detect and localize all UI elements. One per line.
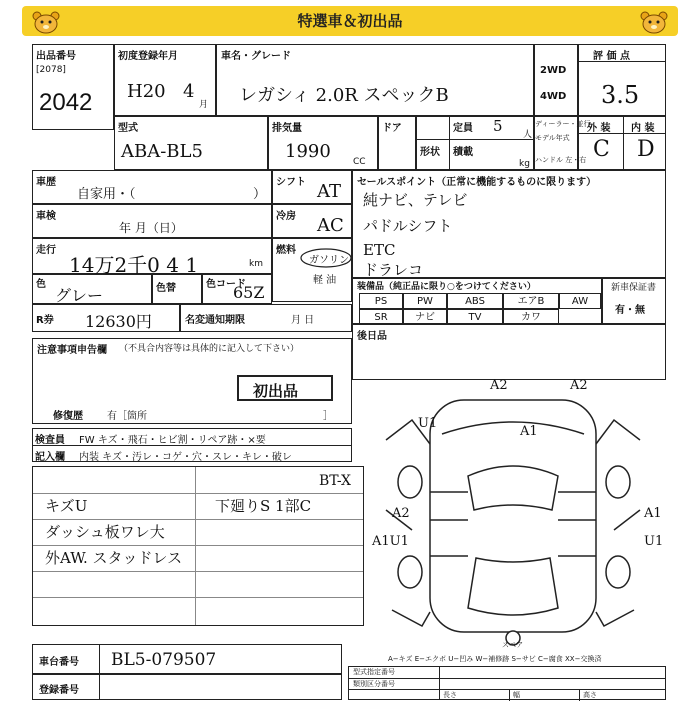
inspector-cell xyxy=(32,428,352,462)
score-label: 評 価 点 xyxy=(593,51,630,62)
ext-int-cell xyxy=(578,116,666,170)
first-registration-label: 初度登録年月 xyxy=(118,51,178,62)
repair-close: ］ xyxy=(323,411,333,422)
doors-label: ドア xyxy=(382,123,402,134)
inspector-note: 外AW. スタッドレス xyxy=(45,549,183,567)
history-value: 自家用・（ xyxy=(77,187,136,202)
shift-label: シフト xyxy=(276,177,306,188)
bt-code: BT-X xyxy=(319,473,352,489)
km-unit: km xyxy=(249,259,263,269)
lot-number: 2042 xyxy=(39,89,93,116)
equip-item: エアB xyxy=(503,293,559,309)
equip-item: カワ xyxy=(503,309,559,324)
equip-item: PS xyxy=(359,293,403,309)
inspector-label: 検査員 xyxy=(35,435,65,446)
shift-cell xyxy=(272,170,352,204)
first-listing-stamp: 初出品 xyxy=(237,375,333,401)
warranty-value: 有・無 xyxy=(615,305,645,316)
selling-point: 純ナビ、テレビ xyxy=(363,191,468,209)
displacement-cell xyxy=(268,116,378,170)
color-value: グレー xyxy=(55,286,104,305)
spec-table xyxy=(348,666,666,700)
inspector-note: キズU xyxy=(45,497,88,515)
notes-sub-label: （不具合内容等は具体的に記入して下さい） xyxy=(119,344,300,354)
selling-point: ETC xyxy=(363,241,396,259)
drive-4wd: 4WD xyxy=(540,91,567,102)
registration-month: 4 xyxy=(183,81,195,102)
doors-cell xyxy=(378,116,416,170)
color-cell xyxy=(32,274,152,304)
name-change-cell xyxy=(180,304,352,332)
damage-mark: A1 xyxy=(644,506,662,521)
registration-cell xyxy=(32,674,342,700)
history-close: ） xyxy=(253,187,267,202)
interior-grade: D xyxy=(637,137,655,162)
inspection-cell xyxy=(32,204,272,238)
warranty-cell xyxy=(602,278,666,324)
selling-point: パドルシフト xyxy=(363,217,453,235)
damage-mark: U1 xyxy=(418,416,438,431)
month-unit: 月 xyxy=(199,100,209,110)
lot-number-cell xyxy=(32,44,114,130)
repair-value: 有［箇所 xyxy=(107,411,147,422)
spare-label: スペア xyxy=(502,641,523,649)
equip-item: TV xyxy=(447,309,503,324)
inspector-items: FW キズ・飛石・ヒビ割・リペア跡・×要 xyxy=(79,435,266,446)
entry-items: 内装 キズ・汚レ・コゲ・穴・スレ・キレ・破レ xyxy=(79,452,292,463)
warranty-label: 新車保証書 xyxy=(611,283,657,293)
inspection-label: 車検 xyxy=(36,211,56,222)
mileage-cell xyxy=(32,238,272,277)
damage-mark: A2 xyxy=(570,378,588,393)
fuel-gasoline: ガソリン xyxy=(309,255,349,266)
registration-label: 登録番号 xyxy=(39,685,79,696)
recycle-cell xyxy=(32,304,180,332)
handle-label: ハンドル 左・右 xyxy=(535,156,587,164)
model-label: 型式 xyxy=(118,123,138,134)
color-code-cell xyxy=(202,274,272,304)
score-cell xyxy=(578,44,666,116)
equip-item: ABS xyxy=(447,293,503,309)
load-label: 積載 xyxy=(453,147,473,158)
equip-item: ナビ xyxy=(403,309,447,324)
selling-point: ドラレコ xyxy=(363,261,424,279)
chassis-label: 車台番号 xyxy=(39,657,79,668)
shape-label: 形状 xyxy=(420,147,440,158)
inspection-value: 年 月（日） xyxy=(119,221,183,235)
color-label: 色 xyxy=(36,279,46,290)
kg-unit: kg xyxy=(519,159,530,169)
damage-mark: U1 xyxy=(644,534,664,549)
registration-year: H20 xyxy=(127,81,166,102)
banner-title: 特選車＆初出品 xyxy=(297,12,403,30)
spec-label: 類別区分番号 xyxy=(353,680,395,688)
car-damage-diagram xyxy=(372,380,666,650)
chassis-cell xyxy=(32,644,342,674)
auction-sheet xyxy=(32,40,666,700)
equip-item: AW xyxy=(559,293,601,309)
seats-value: 5 xyxy=(493,117,503,135)
history-cell xyxy=(32,170,272,204)
model-year-label: モデル年式 xyxy=(535,134,570,142)
seats-label: 定員 xyxy=(453,123,473,134)
shift-value: AT xyxy=(317,181,342,202)
color-change-cell xyxy=(152,274,202,304)
seats-unit: 人 xyxy=(523,130,533,140)
displacement-label: 排気量 xyxy=(272,123,302,134)
color-code-label: 色コード xyxy=(206,279,246,290)
dealer-label: ディーラー・並行 xyxy=(535,120,591,128)
equip-item: PW xyxy=(403,293,447,309)
damage-mark: A2 xyxy=(490,378,508,393)
fuel-diesel: 軽 油 xyxy=(313,275,337,286)
notes-label: 注意事項申告欄 xyxy=(37,345,107,356)
car-name: レガシィ 2.0R スペックB xyxy=(239,85,449,106)
first-registration-cell xyxy=(114,44,216,116)
repair-label: 修復歴 xyxy=(53,411,83,422)
mileage-label: 走行 xyxy=(36,245,56,256)
entry-label: 記入欄 xyxy=(35,452,65,463)
header-banner xyxy=(22,6,678,36)
aircon-value: AC xyxy=(317,215,344,236)
inspector-note: ダッシュ板ワレ大 xyxy=(45,523,165,541)
interior-label: 内 装 xyxy=(631,123,655,134)
inspector-notes-cell xyxy=(32,466,364,626)
notes-cell xyxy=(32,338,352,424)
name-change-value: 月 日 xyxy=(291,315,315,326)
spec-label: 高さ xyxy=(583,691,597,699)
bear-mascot-icon xyxy=(638,10,670,34)
exterior-grade: C xyxy=(593,137,610,162)
seats-shape-cell xyxy=(416,116,534,170)
spec-label: 長さ xyxy=(443,691,457,699)
drive-cell xyxy=(534,44,578,116)
damage-legend: A−キズ E−エクボ U−凹み W−補修跡 S−サビ C−腐食 XX−交換済 xyxy=(388,655,602,663)
model-cell xyxy=(114,116,268,170)
displacement-value: 1990 xyxy=(285,141,331,162)
equipment-cell xyxy=(352,278,602,324)
drive-2wd: 2WD xyxy=(540,65,567,76)
name-change-label: 名変通知期限 xyxy=(185,315,245,326)
model-code: ABA-BL5 xyxy=(121,141,203,162)
back-seat-label: 後日品 xyxy=(357,331,387,342)
back-seat-cell xyxy=(352,324,666,380)
color-code-value: 65Z xyxy=(233,283,265,302)
fuel-label: 燃料 xyxy=(276,245,296,256)
cc-unit: CC xyxy=(353,157,366,167)
equipment-label: 装備品（純正品に限り○をつけてください） xyxy=(357,282,536,292)
recycle-label: R券 xyxy=(36,315,54,326)
equip-item: SR xyxy=(359,309,403,324)
score-value: 3.5 xyxy=(601,81,640,109)
damage-mark: A2 xyxy=(392,506,410,521)
exterior-label: 外 装 xyxy=(587,123,611,134)
chassis-number: BL5-079507 xyxy=(111,650,217,670)
damage-mark: A1U1 xyxy=(372,534,409,549)
recycle-value: 12630円 xyxy=(85,312,152,331)
mileage-value: 14万2千0 4 1 xyxy=(69,253,199,277)
car-grade-label: 車名・グレード xyxy=(221,51,291,62)
damage-mark: A1 xyxy=(520,424,538,439)
spec-label: 型式指定番号 xyxy=(353,668,395,676)
selling-points-cell xyxy=(352,170,666,278)
lot-small-number: [2078] xyxy=(36,65,66,75)
circled-mark-icon xyxy=(299,247,353,269)
history-label: 車歴 xyxy=(36,177,56,188)
lot-number-label: 出品番号 xyxy=(36,51,76,62)
aircon-cell xyxy=(272,204,352,238)
car-name-cell xyxy=(216,44,534,116)
aircon-label: 冷房 xyxy=(276,211,296,222)
inspector-note-right: 下廻りS 1部C xyxy=(215,497,312,515)
fuel-cell xyxy=(272,238,352,302)
spec-label: 幅 xyxy=(513,691,520,699)
selling-points-label: セールスポイント（正常に機能するものに限ります） xyxy=(357,177,597,188)
dealer-cell xyxy=(534,116,591,170)
color-change-label: 色替 xyxy=(156,283,176,294)
